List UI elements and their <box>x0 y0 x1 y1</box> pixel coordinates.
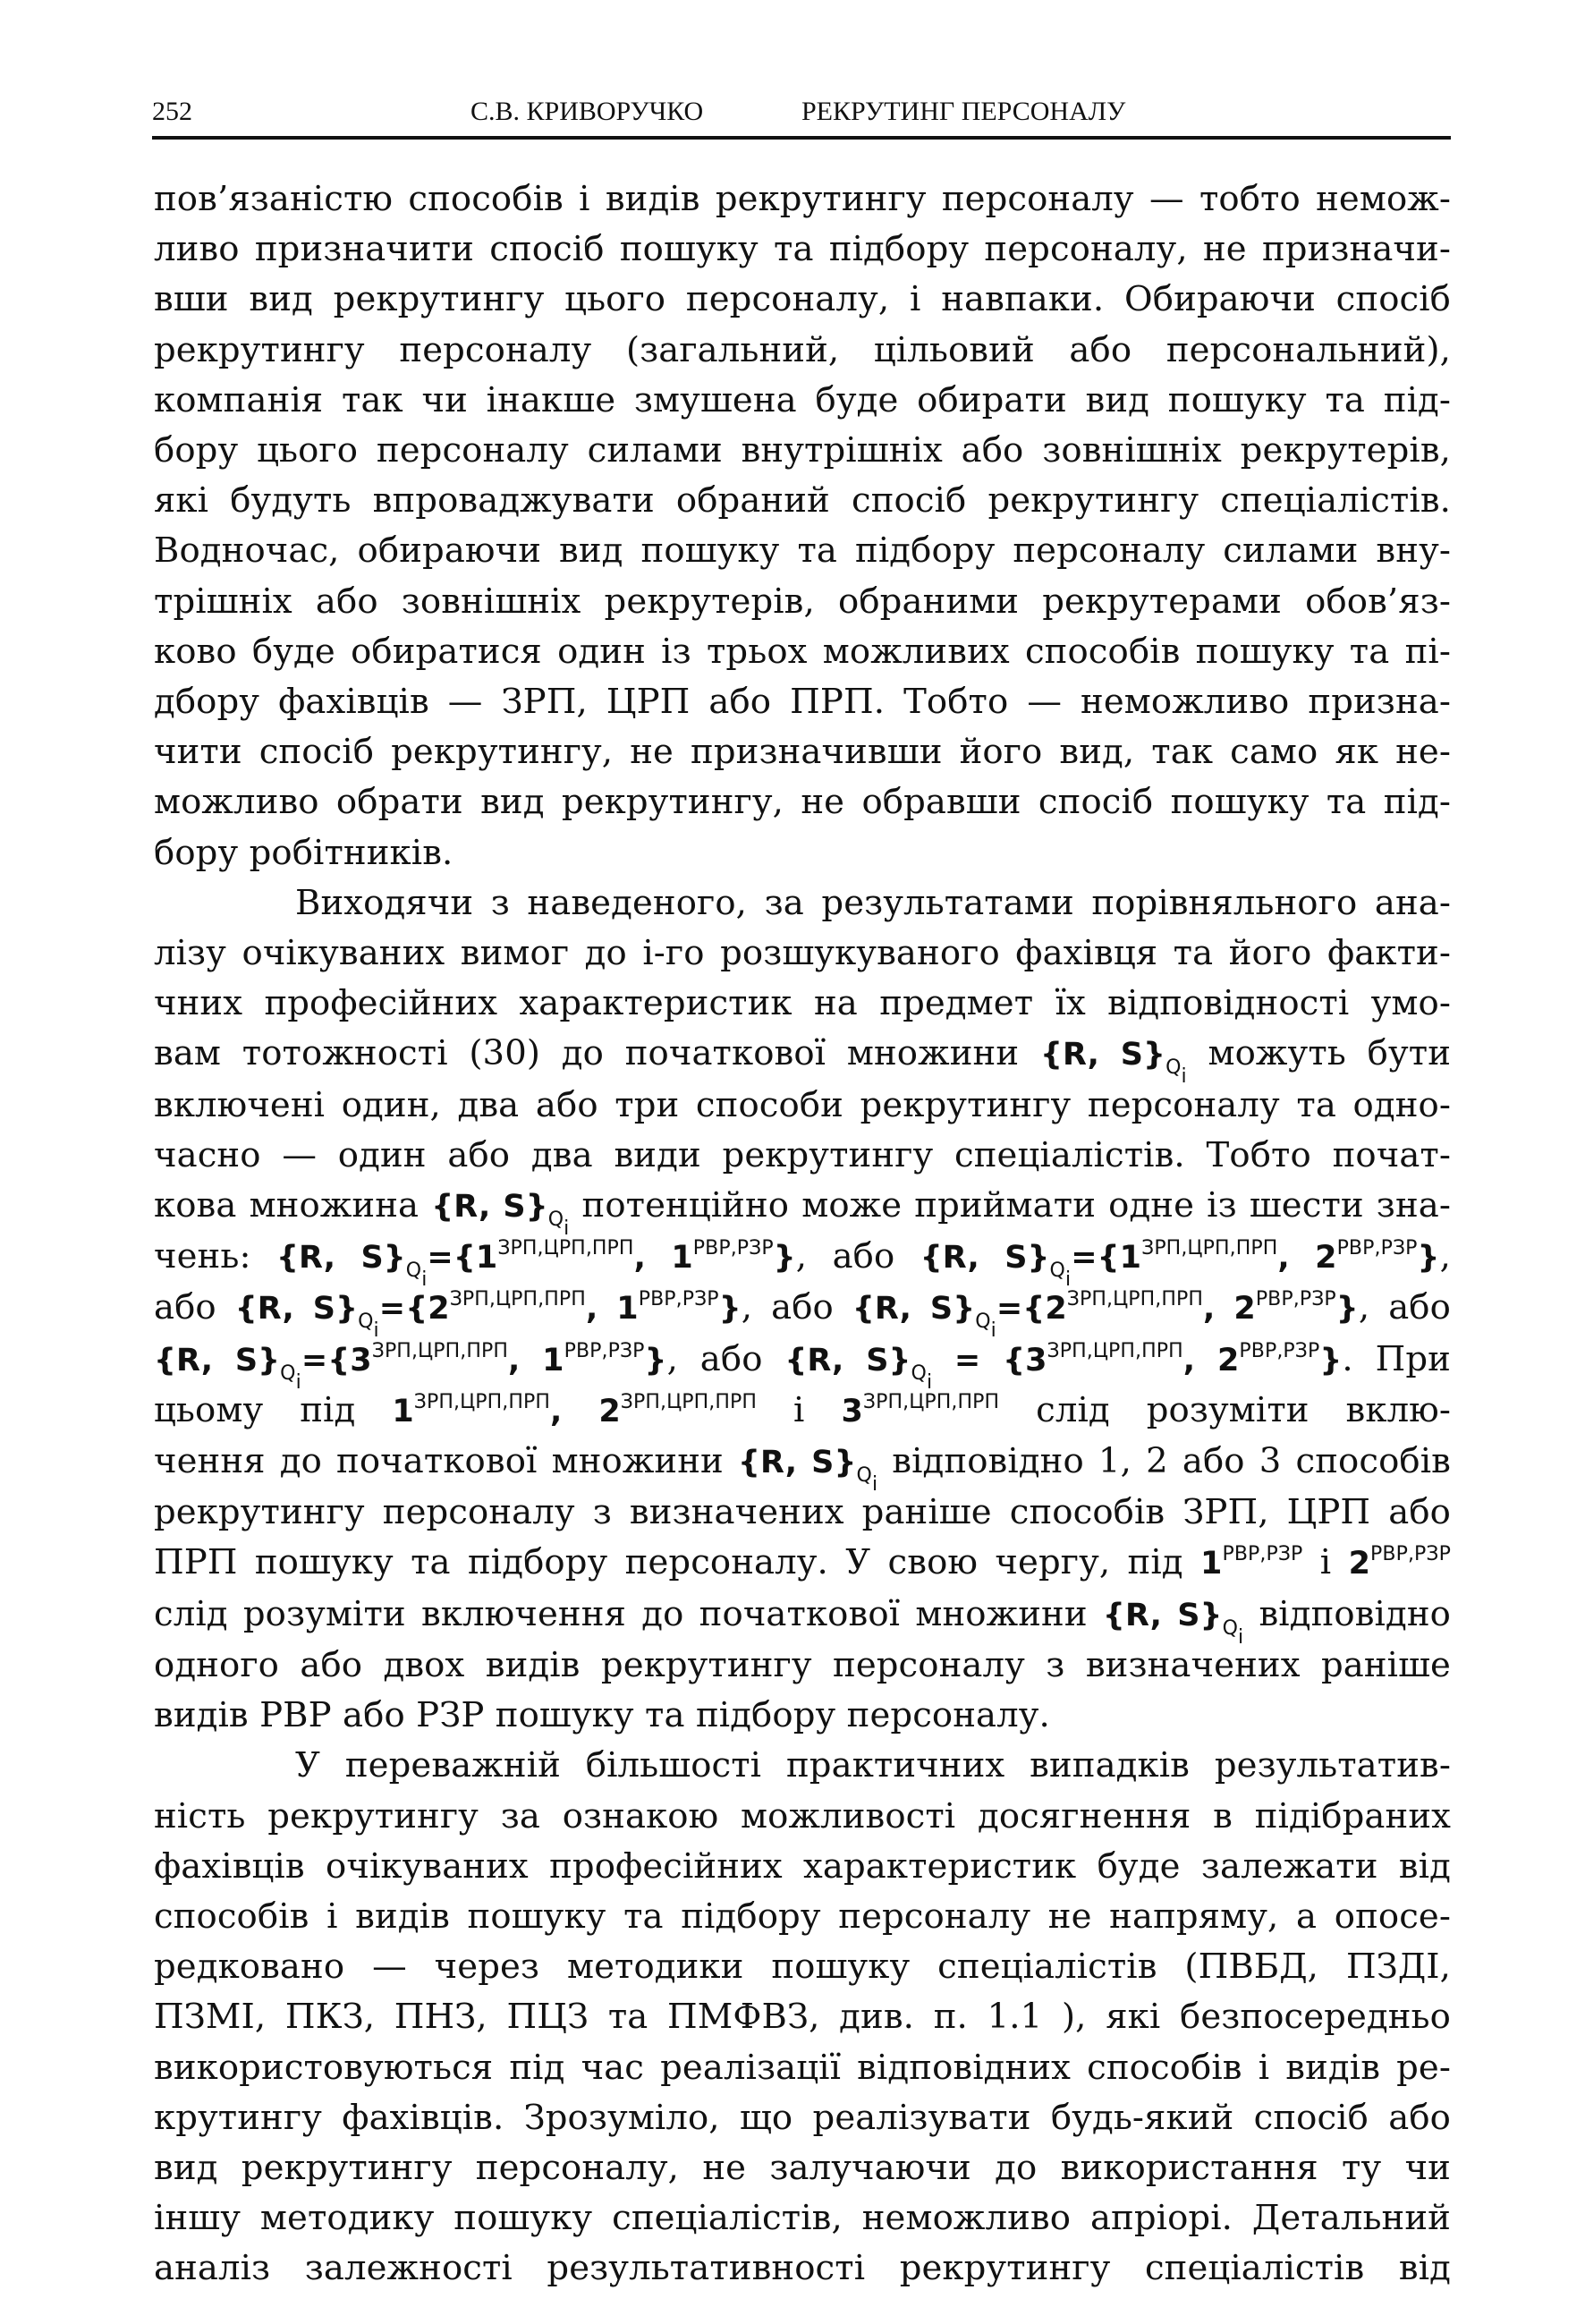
formula-set: {R, $S\}_{Q_i}$ <box>1102 1597 1244 1649</box>
text-line: рекрутингу персоналу (загальний, цільовий або персональний), <box>154 329 1451 370</box>
text-line: дбору фахівців — ЗРП, ЦРП або ПРП. Тобто — неможливо призна- <box>154 682 1451 723</box>
text-line: бору цього персоналу силами внутрішніх або зовнішніх рекрутерів, <box>154 430 1451 471</box>
text-line-with-formula <box>154 1181 1451 1241</box>
formula-method-counts: $1^{ЗРП,ЦРП,ПРП}$, $2^{ЗРП,ЦРП,ПРП}$ <box>392 1390 758 1429</box>
formula-method-count-3: $3^{ЗРП,ЦРП,ПРП}$ <box>841 1390 1000 1429</box>
running-header <box>152 86 1451 140</box>
text-line-with-formula <box>154 1538 1451 1589</box>
text-line-with-formula: або {R, $S\}_{Q_i}=\{2^{ЗРП,ЦРП,ПРП}$, $1^{РВР,РЗР}$}, або {R, $S\}_{Q_i}=\{2^{ЗРП,ЦРП,ПРП}$, $2^{РВР,РЗР}$}, або <box>154 1287 1451 1343</box>
formula-option-1: {R, $S\}_{Q_i}=\{1^{ЗРП,ЦРП,ПРП}$, $1^{РВР,РЗР}$} <box>275 1237 796 1292</box>
text-line: включені один, два або три способи рекрутингу персоналу та одно- <box>154 1084 1451 1125</box>
text-line-with-formula: {R, $S\}_{Q_i}=\{3^{ЗРП,ЦРП,ПРП}$, $1^{РВР,РЗР}$}, або {R, $S\}_{Q_i} = \{3^{ЗРП,ЦРП,ПРП}$, $2^{РВР,РЗР}$}. При <box>154 1338 1451 1394</box>
text-fragment: При <box>1375 1338 1451 1379</box>
text-line: У переважній більшості практичних випадків результатив- <box>295 1745 1451 1786</box>
formula-option-6: {R, $S\}_{Q_i} = \{3^{ЗРП,ЦРП,ПРП}$, $2^{РВР,РЗР}$} <box>784 1339 1343 1394</box>
text-line-with-formula <box>154 1386 1451 1437</box>
math-subscript <box>1165 1056 1187 1089</box>
text-fragment: чень: <box>154 1236 251 1277</box>
text-line: використовуються під час реалізації відповідних способів і видів ре- <box>154 2047 1451 2088</box>
text-line: Виходячи з наведеного, за результатами порівняльного ана- <box>295 882 1451 923</box>
text-fragment: вам тотожності (30) до початкової множини <box>154 1033 1020 1074</box>
text-line-with-formula: чень: {R, $S\}_{Q_i}=\{1^{ЗРП,ЦРП,ПРП}$, $1^{РВР,РЗР}$}, або {R, $S\}_{Q_i}=\{1^{ЗРП,ЦРП,ПРП}$, $2^{РВР,РЗР}$}, <box>154 1236 1451 1292</box>
formula-option-4: {R, $S\}_{Q_i}=\{2^{ЗРП,ЦРП,ПРП}$, $2^{РВР,РЗР}$} <box>852 1288 1359 1343</box>
math-token: i <box>564 1217 570 1241</box>
text-line: рекрутингу персоналу з визначених раніше способів ЗРП, ЦРП або <box>154 1492 1451 1533</box>
text-fragment: слід розуміти вклю- <box>1036 1389 1452 1430</box>
text-fragment: ПРП пошуку та підбору персоналу. У свою чергу, під <box>154 1542 1183 1583</box>
text-fragment: цьому під <box>154 1389 356 1430</box>
text-line-with-formula <box>154 1437 1451 1497</box>
text-fragment: відповідно 1, 2 або 3 способів <box>892 1441 1451 1482</box>
text-line: вши вид рекрутингу цього персоналу, і навпаки. Обираючи спосіб <box>154 279 1451 320</box>
text-line-with-formula <box>154 1590 1451 1649</box>
text-fragment: або <box>154 1287 216 1328</box>
text-fragment: або <box>832 1236 895 1277</box>
text-fragment: кова множина <box>154 1185 420 1226</box>
header-author: С.В. КРИВОРУЧКО <box>470 97 704 126</box>
formula-type-count-1: $1^{РВР,РЗР}$ <box>1200 1543 1303 1582</box>
text-line: способів і видів пошуку та підбору персоналу не напряму, а опосе- <box>154 1896 1451 1937</box>
formula-option-3: {R, $S\}_{Q_i}=\{2^{ЗРП,ЦРП,ПРП}$, $1^{РВР,РЗР}$} <box>234 1288 742 1343</box>
text-line: пов’язаністю способів і видів рекрутингу персоналу — тобто немож- <box>154 179 1451 219</box>
text-line: вид рекрутингу персоналу, не залучаючи до використання ту чи <box>154 2147 1451 2188</box>
text-line: аналіз залежності результативності рекрутингу спеціалістів від <box>154 2248 1451 2289</box>
text-fragment: або <box>771 1287 834 1328</box>
text-fragment: або <box>699 1338 763 1379</box>
formula-option-5: {R, $S\}_{Q_i}=\{3^{ЗРП,ЦРП,ПРП}$, $1^{РВР,РЗР}$} <box>154 1339 667 1394</box>
header-book-title: РЕКРУТИНГ ПЕРСОНАЛУ <box>801 97 1126 126</box>
text-fragment: потенційно може приймати одне із шести зна- <box>581 1185 1451 1226</box>
text-line: ливо призначити спосіб пошуку та підбору персоналу, не призначи- <box>154 229 1451 270</box>
text-fragment: відповідно <box>1259 1593 1451 1634</box>
formula-set <box>1039 1037 1187 1089</box>
text-line-with-formula <box>154 1029 1452 1089</box>
text-line: крутингу фахівців. Зрозуміло, що реалізувати будь-який спосіб або <box>154 2097 1451 2138</box>
text-line: бору робітників. <box>154 832 453 873</box>
text-line: ПЗМІ, ПКЗ, ПНЗ, ПЦЗ та ПМФВЗ, див. п. 1.1 ), які безпосередньо <box>154 1997 1451 2038</box>
text-fragment: слід розуміти включення до початкової множини <box>154 1593 1088 1634</box>
text-line: фахівців очікуваних професійних характеристик буде залежати від <box>154 1845 1451 1887</box>
math-token: Q <box>547 1209 564 1232</box>
math-token: Q <box>1165 1056 1182 1080</box>
text-line: можливо обрати вид рекрутингу, не обравши спосіб пошуку та під- <box>154 782 1451 823</box>
formula-type-count-2: $2^{РВР,РЗР}$ <box>1348 1543 1451 1582</box>
text-line: Водночас, обираючи вид пошуку та підбору персоналу силами вну- <box>154 530 1451 572</box>
text-fragment: можуть бути <box>1208 1033 1452 1074</box>
text-fragment: чення до початкової множини <box>154 1441 724 1482</box>
page-number: 252 <box>152 97 192 126</box>
formula-set <box>431 1189 570 1241</box>
body-text <box>154 174 1451 2294</box>
text-line: чити спосіб рекрутингу, не призначивши його вид, так само як не- <box>154 732 1451 773</box>
text-fragment: або <box>1388 1287 1451 1328</box>
math-token: {R, S} <box>1039 1037 1166 1073</box>
text-line: трішніх або зовнішніх рекрутерів, обраними рекрутерами обов’яз- <box>154 581 1451 622</box>
text-line: видів РВР або РЗР пошуку та підбору персоналу. <box>154 1695 1050 1736</box>
text-line: часно — один або два види рекрутингу спеціалістів. Тобто почат- <box>154 1134 1451 1175</box>
formula-set: {R, $S\}_{Q_i}$ <box>738 1445 878 1497</box>
text-line: які будуть впроваджувати обраний спосіб рекрутингу спеціалістів. <box>154 480 1451 522</box>
text-line: лізу очікуваних вимог до і-го розшукуваного фахівця та його факти- <box>154 933 1451 974</box>
math-token: {R, S} <box>431 1189 548 1226</box>
text-line: одного або двох видів рекрутингу персоналу з визначених раніше <box>154 1644 1451 1685</box>
math-token: i <box>1181 1065 1187 1089</box>
text-line: ково буде обиратися один із трьох можливих способів пошуку та пі- <box>154 631 1451 672</box>
text-fragment: і <box>793 1389 805 1430</box>
text-line: ність рекрутингу за ознакою можливості досягнення в підібраних <box>154 1795 1451 1836</box>
formula-option-2: {R, $S\}_{Q_i}=\{1^{ЗРП,ЦРП,ПРП}$, $2^{РВР,РЗР}$} <box>920 1237 1440 1292</box>
text-line: іншу методику пошуку спеціалістів, неможливо апріорі. Детальний <box>154 2198 1451 2239</box>
text-line: редковано — через методики пошуку спеціалістів (ПВБД, ПЗДІ, <box>154 1947 1451 1988</box>
text-line: компанія так чи інакше змушена буде обирати вид пошуку та під- <box>154 379 1451 420</box>
text-line: чних професійних характеристик на предмет їх відповідності умо- <box>154 983 1451 1024</box>
text-fragment: і <box>1319 1542 1332 1583</box>
math-subscript <box>547 1209 570 1241</box>
